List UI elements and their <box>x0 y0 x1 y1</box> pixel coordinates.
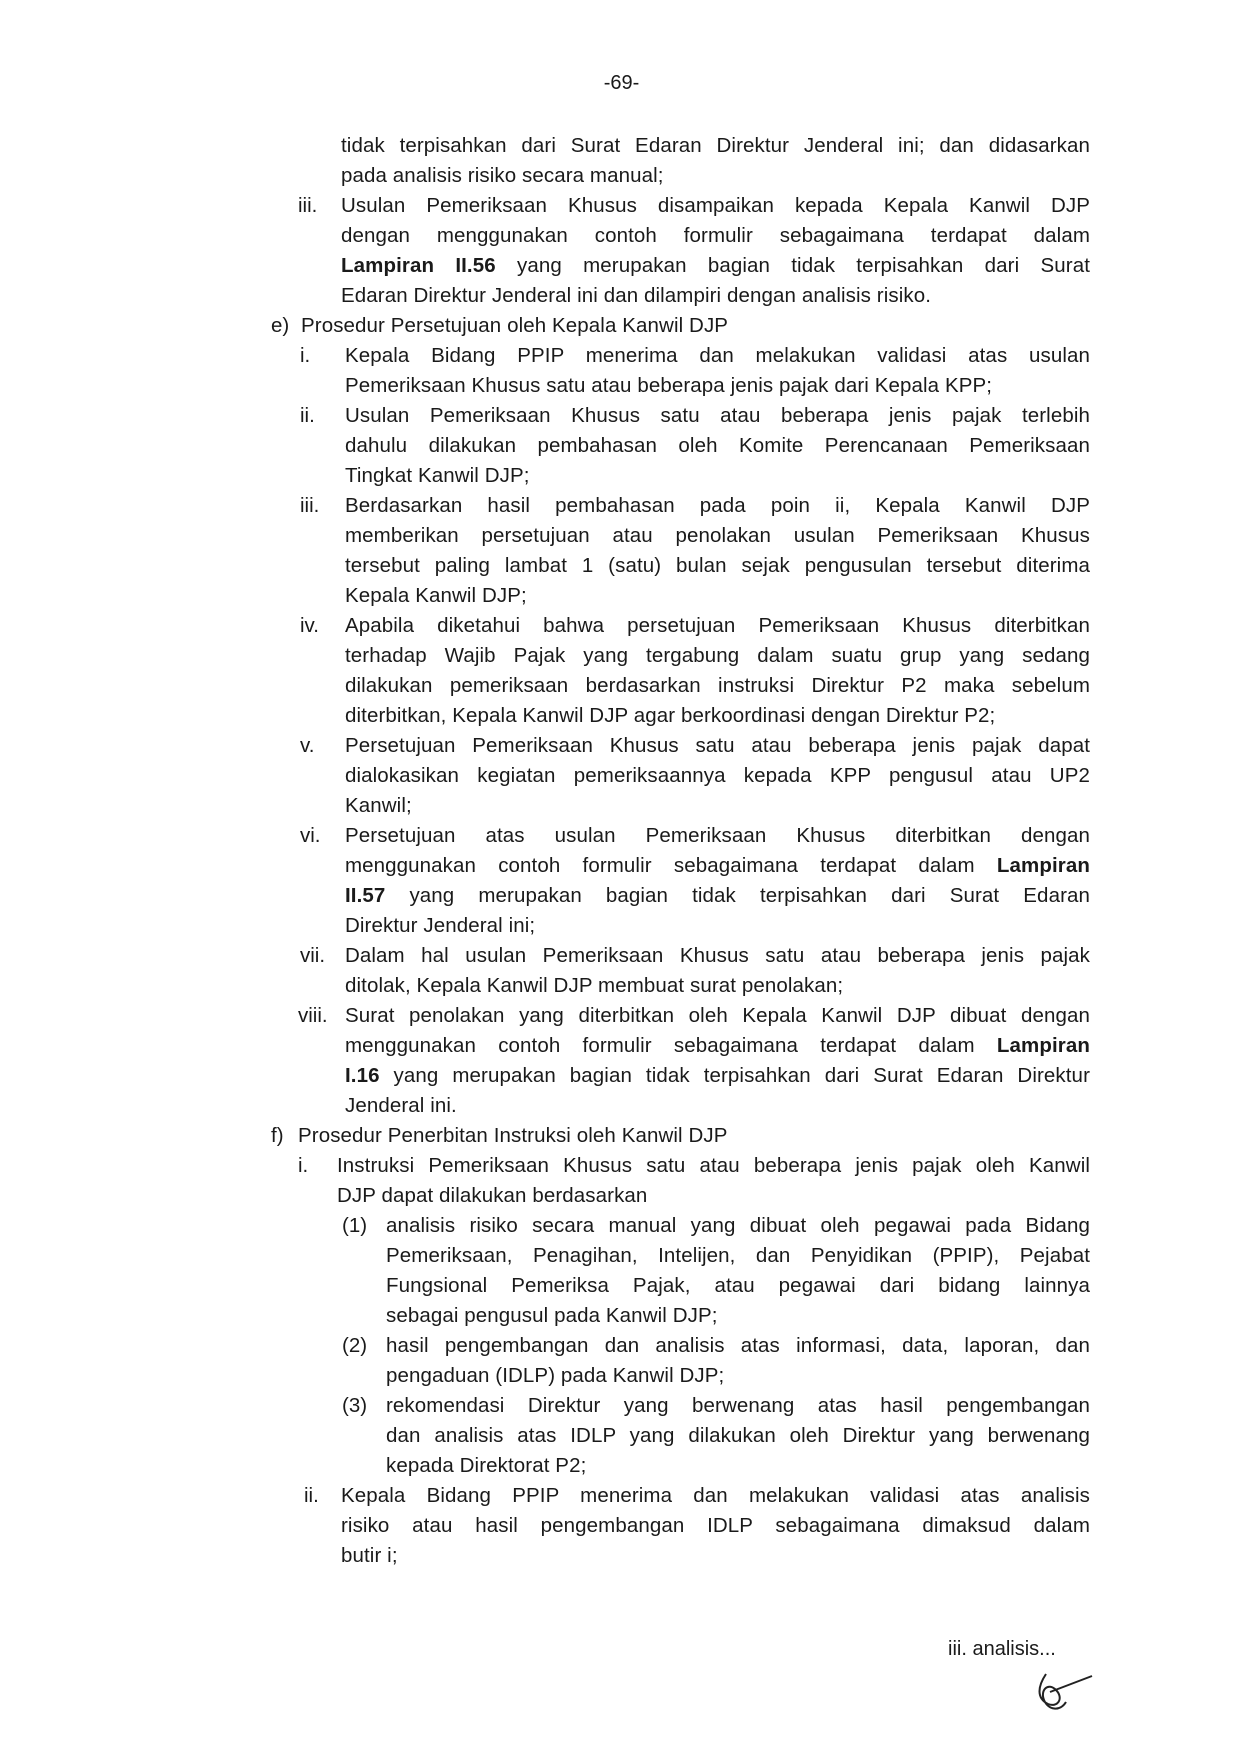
body-text-line: Kepala Kanwil DJP; <box>345 584 527 607</box>
list-marker: (1) <box>342 1214 368 1237</box>
list-marker: i. <box>300 344 311 367</box>
body-text-line: Pemeriksaan, Penagihan, Intelijen, dan Penyidikan (PPIP), Pejabat <box>386 1244 1090 1267</box>
body-text-line: dahulu dilakukan pembahasan oleh Komite Perencanaan Pemeriksaan <box>345 434 1090 457</box>
page-number: -69- <box>603 72 640 94</box>
body-text-line: butir i; <box>341 1544 398 1567</box>
body-text-line: Surat penolakan yang diterbitkan oleh Kepala Kanwil DJP dibuat dengan <box>345 1004 1090 1027</box>
reference-bold: Lampiran <box>996 1034 1090 1057</box>
section-marker: f) <box>271 1124 284 1147</box>
body-text-line: Kepala Bidang PPIP menerima dan melakukan validasi atas usulan <box>345 344 1090 367</box>
body-text-line: memberikan persetujuan atau penolakan usulan Pemeriksaan Khusus <box>345 524 1090 547</box>
body-text-line: Instruksi Pemeriksaan Khusus satu atau beberapa jenis pajak oleh Kanwil <box>337 1154 1090 1177</box>
list-marker: viii. <box>298 1004 328 1027</box>
body-text-line: I.16 yang merupakan bagian tidak terpisahkan dari Surat Edaran Direktur <box>345 1064 1090 1087</box>
list-marker: ii. <box>304 1484 319 1507</box>
body-text-line: kepada Direktorat P2; <box>386 1454 587 1477</box>
body-text-line: Kepala Bidang PPIP menerima dan melakukan validasi atas analisis <box>341 1484 1090 1507</box>
body-text-line: risiko atau hasil pengembangan IDLP sebagaimana dimaksud dalam <box>341 1514 1090 1537</box>
body-text-line: Persetujuan Pemeriksaan Khusus satu atau beberapa jenis pajak dapat <box>345 734 1090 757</box>
body-text-line: Direktur Jenderal ini; <box>345 914 536 937</box>
list-marker: iii. <box>298 194 318 217</box>
reference-bold: Lampiran II.56 <box>341 254 496 277</box>
body-text-line: sebagai pengusul pada Kanwil DJP; <box>386 1304 718 1327</box>
body-text-line: Apabila diketahui bahwa persetujuan Pemeriksaan Khusus diterbitkan <box>345 614 1090 637</box>
body-text-line: Lampiran II.56 yang merupakan bagian tidak terpisahkan dari Surat <box>341 254 1090 277</box>
initial-signature-mark <box>1030 1668 1100 1718</box>
list-marker: iii. <box>300 494 320 517</box>
reference-bold: II.57 <box>345 884 386 907</box>
body-text-line: pada analisis risiko secara manual; <box>341 164 664 187</box>
body-text-line: Dalam hal usulan Pemeriksaan Khusus satu atau beberapa jenis pajak <box>345 944 1090 967</box>
list-marker: iv. <box>300 614 319 637</box>
body-text-line: DJP dapat dilakukan berdasarkan <box>337 1184 648 1207</box>
body-text-line: Usulan Pemeriksaan Khusus satu atau beberapa jenis pajak terlebih <box>345 404 1090 427</box>
body-text-line: dilakukan pemeriksaan berdasarkan instruksi Direktur P2 maka sebelum <box>345 674 1090 697</box>
footer-continuation: iii. analisis... <box>948 1638 1056 1660</box>
body-text-line: Fungsional Pemeriksa Pajak, atau pegawai dari bidang lainnya <box>386 1274 1090 1297</box>
body-text-line: ditolak, Kepala Kanwil DJP membuat surat penolakan; <box>345 974 844 997</box>
body-text-line: menggunakan contoh formulir sebagaimana terdapat dalam Lampiran <box>345 1034 1090 1057</box>
list-marker: (2) <box>342 1334 368 1357</box>
list-marker: ii. <box>300 404 315 427</box>
body-text-line: tersebut paling lambat 1 (satu) bulan sejak pengusulan tersebut diterima <box>345 554 1090 577</box>
section-heading: Prosedur Persetujuan oleh Kepala Kanwil DJP <box>301 314 729 337</box>
body-text-line: dengan menggunakan contoh formulir sebagaimana terdapat dalam <box>341 224 1090 247</box>
body-text-line: diterbitkan, Kepala Kanwil DJP agar berkoordinasi dengan Direktur P2; <box>345 704 996 727</box>
body-text-line: Usulan Pemeriksaan Khusus disampaikan kepada Kepala Kanwil DJP <box>341 194 1090 217</box>
body-text-line: tidak terpisahkan dari Surat Edaran Direktur Jenderal ini; dan didasarkan <box>341 134 1090 157</box>
body-text-line: dialokasikan kegiatan pemeriksaannya kepada KPP pengusul atau UP2 <box>345 764 1090 787</box>
body-text-line: Jenderal ini. <box>345 1094 457 1117</box>
body-text-line: Kanwil; <box>345 794 412 817</box>
section-heading: Prosedur Penerbitan Instruksi oleh Kanwil DJP <box>298 1124 728 1147</box>
body-text-line: Berdasarkan hasil pembahasan pada poin ii, Kepala Kanwil DJP <box>345 494 1090 517</box>
list-marker: vii. <box>300 944 326 967</box>
section-marker: e) <box>271 314 290 337</box>
list-marker: (3) <box>342 1394 368 1417</box>
body-text-line: hasil pengembangan dan analisis atas informasi, data, laporan, dan <box>386 1334 1090 1357</box>
body-text-line: analisis risiko secara manual yang dibuat oleh pegawai pada Bidang <box>386 1214 1090 1237</box>
body-text-line: Edaran Direktur Jenderal ini dan dilampiri dengan analisis risiko. <box>341 284 932 307</box>
body-text-line: menggunakan contoh formulir sebagaimana terdapat dalam Lampiran <box>345 854 1090 877</box>
body-text-line: Pemeriksaan Khusus satu atau beberapa jenis pajak dari Kepala KPP; <box>345 374 993 397</box>
list-marker: v. <box>300 734 315 757</box>
body-text-line: Persetujuan atas usulan Pemeriksaan Khusus diterbitkan dengan <box>345 824 1090 847</box>
reference-bold: I.16 <box>345 1064 380 1087</box>
body-text-line: Tingkat Kanwil DJP; <box>345 464 530 487</box>
body-text-line: rekomendasi Direktur yang berwenang atas hasil pengembangan <box>386 1394 1090 1417</box>
body-text-line: pengaduan (IDLP) pada Kanwil DJP; <box>386 1364 725 1387</box>
body-text-line: terhadap Wajib Pajak yang tergabung dalam suatu grup yang sedang <box>345 644 1090 667</box>
list-marker: i. <box>298 1154 309 1177</box>
body-text-line: II.57 yang merupakan bagian tidak terpisahkan dari Surat Edaran <box>345 884 1090 907</box>
reference-bold: Lampiran <box>996 854 1090 877</box>
list-marker: vi. <box>300 824 321 847</box>
body-text-line: dan analisis atas IDLP yang dilakukan oleh Direktur yang berwenang <box>386 1424 1090 1447</box>
